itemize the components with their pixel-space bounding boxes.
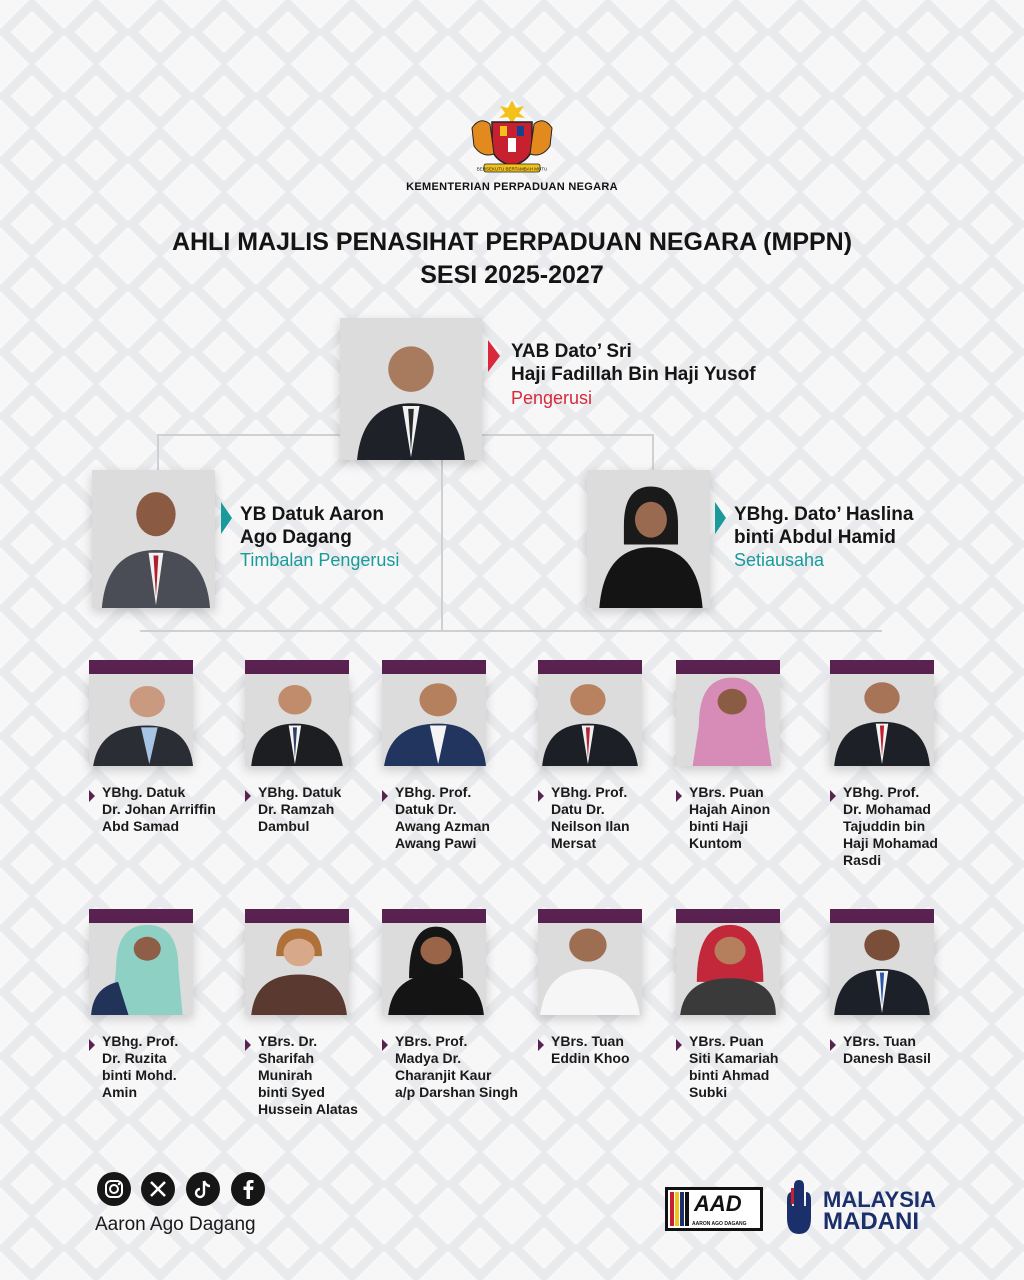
ministry-name: KEMENTERIAN PERPADUAN NEGARA bbox=[406, 181, 618, 193]
member-name: YBrs. Puan Hajah Ainon binti Haji Kuntom bbox=[689, 784, 771, 851]
social-handle: Aaron Ago Dagang bbox=[95, 1214, 256, 1235]
deputy-pointer bbox=[221, 502, 232, 534]
member-name: YBhg. Prof. Datu Dr. Neilson Ilan Mersat bbox=[551, 784, 630, 851]
madani-logo-icon bbox=[783, 1180, 819, 1236]
member-photo bbox=[538, 674, 642, 766]
member-marker bbox=[830, 1039, 836, 1051]
member-photo bbox=[676, 923, 780, 1015]
member-marker bbox=[245, 790, 251, 802]
tiktok-icon[interactable] bbox=[186, 1172, 220, 1206]
page-title bbox=[112, 226, 912, 292]
member-marker bbox=[245, 1039, 251, 1051]
member-name: YBhg. Prof. Datuk Dr. Awang Azman Awang Pawi bbox=[395, 784, 490, 851]
connector-members-horizontal bbox=[140, 630, 882, 632]
member-bar bbox=[676, 660, 780, 674]
member-name: YBhg. Prof. Dr. Mohamad Tajuddin bin Haji Mohamad Rasdi bbox=[843, 784, 938, 868]
member-name: YBrs. Dr. Sharifah Munirah binti Syed Hussein Alatas bbox=[258, 1033, 358, 1117]
member-marker bbox=[538, 790, 544, 802]
chair-role: Pengerusi bbox=[511, 388, 593, 408]
deputy-name-line2: Ago Dagang bbox=[240, 527, 352, 548]
secretary-pointer bbox=[715, 502, 726, 534]
member-name: YBhg. Datuk Dr. Johan Arriffin Abd Samad bbox=[102, 784, 216, 834]
member-marker bbox=[382, 1039, 388, 1051]
instagram-icon[interactable] bbox=[97, 1172, 131, 1206]
member-bar bbox=[245, 660, 349, 674]
member-photo bbox=[245, 674, 349, 766]
secretary-role: Setiausaha bbox=[734, 550, 825, 570]
secretary-name bbox=[734, 503, 913, 549]
title-line-1: AHLI MAJLIS PENASIHAT PERPADUAN NEGARA (MPPN) bbox=[171, 228, 853, 256]
aad-logo-text: AAD bbox=[694, 1191, 742, 1216]
secretary-name-line1: YBhg. Dato’ Haslina bbox=[734, 504, 914, 525]
member-photo bbox=[245, 923, 349, 1015]
member-name: YBhg. Datuk Dr. Ramzah Dambul bbox=[258, 784, 342, 834]
member-marker bbox=[89, 1039, 95, 1051]
chair-name-line2: Haji Fadillah Bin Haji Yusof bbox=[511, 364, 756, 385]
member-bar bbox=[89, 909, 193, 923]
deputy-name bbox=[240, 503, 384, 549]
member-bar bbox=[676, 909, 780, 923]
member-photo bbox=[382, 674, 486, 766]
member-marker bbox=[538, 1039, 544, 1051]
member-name: YBhg. Prof. Dr. Ruzita binti Mohd. Amin bbox=[102, 1033, 179, 1100]
chair-photo bbox=[340, 318, 482, 460]
x-icon[interactable] bbox=[141, 1172, 175, 1206]
member-name: YBrs. Puan Siti Kamariah binti Ahmad Subki bbox=[689, 1033, 779, 1100]
connector-center-vertical bbox=[441, 460, 443, 632]
secretary-photo bbox=[587, 470, 710, 608]
member-bar bbox=[89, 660, 193, 674]
member-marker bbox=[676, 1039, 682, 1051]
member-name: YBrs. Tuan Eddin Khoo bbox=[551, 1033, 630, 1066]
member-bar bbox=[538, 909, 642, 923]
member-photo bbox=[538, 923, 642, 1015]
member-bar bbox=[830, 660, 934, 674]
member-bar bbox=[538, 660, 642, 674]
coat-of-arms-icon bbox=[462, 98, 562, 178]
brand-madani: MADANI bbox=[823, 1208, 919, 1235]
aad-logo-subtext: AARON AGO DAGANG bbox=[692, 1221, 747, 1227]
chair-name-line1: YAB Dato’ Sri bbox=[511, 341, 632, 362]
member-marker bbox=[830, 790, 836, 802]
member-marker bbox=[89, 790, 95, 802]
member-photo bbox=[89, 674, 193, 766]
member-bar bbox=[245, 909, 349, 923]
deputy-name-line1: YB Datuk Aaron bbox=[240, 504, 384, 525]
chair-pointer bbox=[488, 340, 500, 372]
svg-text:BERSEKUTU BERTAMBAH MUTU: BERSEKUTU BERTAMBAH MUTU bbox=[476, 166, 548, 172]
member-bar bbox=[382, 660, 486, 674]
chair-name bbox=[511, 340, 756, 386]
member-marker bbox=[676, 790, 682, 802]
member-name: YBrs. Tuan Danesh Basil bbox=[843, 1033, 931, 1066]
member-bar bbox=[382, 909, 486, 923]
brand-malaysia: MALAYSIA bbox=[823, 1187, 936, 1212]
member-photo bbox=[830, 923, 934, 1015]
deputy-photo bbox=[92, 470, 215, 608]
title-line-2: SESI 2025-2027 bbox=[420, 261, 604, 289]
member-photo bbox=[676, 674, 780, 766]
member-photo bbox=[89, 923, 193, 1015]
member-photo bbox=[830, 674, 934, 766]
member-name: YBrs. Prof. Madya Dr. Charanjit Kaur a/p Darshan Singh bbox=[395, 1033, 518, 1100]
member-marker bbox=[382, 790, 388, 802]
deputy-role: Timbalan Pengerusi bbox=[240, 550, 400, 570]
member-photo bbox=[382, 923, 486, 1015]
aad-logo bbox=[665, 1187, 763, 1231]
secretary-name-line2: binti Abdul Hamid bbox=[734, 527, 896, 548]
facebook-icon[interactable] bbox=[231, 1172, 265, 1206]
member-bar bbox=[830, 909, 934, 923]
